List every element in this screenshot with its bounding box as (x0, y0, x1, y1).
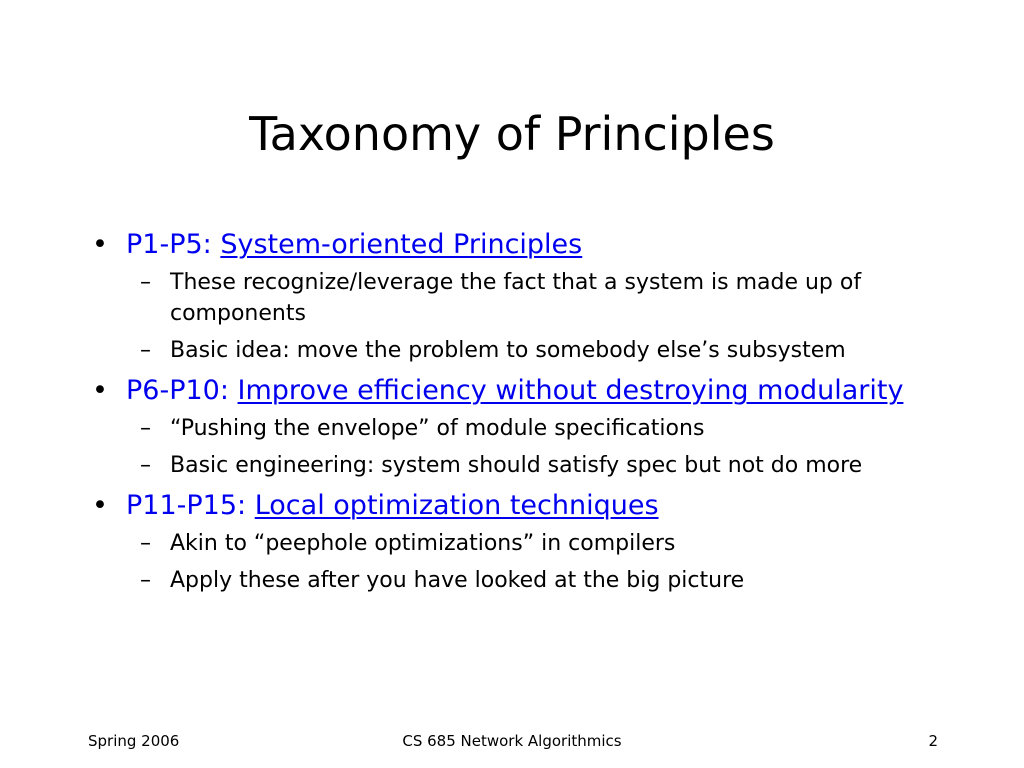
sub-bullet-text: Akin to “peephole optimizations” in compilers (170, 531, 676, 556)
bullet-item (92, 487, 962, 524)
bullet-item (92, 226, 962, 263)
footer-date: Spring 2006 (88, 732, 180, 750)
dash-icon: – (140, 270, 151, 295)
sub-bullet-text: Basic engineering: system should satisfy spec but not do more (170, 453, 863, 478)
slide-body (92, 226, 962, 602)
bullet-label: P6-P10: (126, 375, 229, 406)
sub-bullet-text: “Pushing the envelope” of module specifications (170, 416, 705, 441)
sub-list (92, 413, 962, 481)
sub-list (92, 267, 962, 366)
efficiency-link[interactable]: Improve efficiency without destroying modularity (237, 375, 904, 406)
dash-icon: – (140, 568, 151, 593)
sub-bullet-text: These recognize/leverage the fact that a system is made up of components (170, 270, 862, 326)
bullet-item (92, 372, 962, 409)
slide-title: Taxonomy of Principles (249, 107, 775, 161)
dash-icon: – (140, 416, 151, 441)
footer-course: CS 685 Network Algorithmics (402, 732, 622, 750)
sub-list (92, 528, 962, 596)
bullet-label: P11-P15: (126, 490, 247, 521)
principles-link[interactable]: System-oriented Principles (220, 229, 583, 260)
bullet-dot-icon: • (92, 375, 108, 406)
dash-icon: – (140, 453, 151, 478)
optimization-link[interactable]: Local optimization techniques (254, 490, 659, 521)
bullet-dot-icon: • (92, 490, 108, 521)
sub-bullet-item (92, 335, 962, 366)
dash-icon: – (140, 338, 151, 363)
sub-bullet-text: Basic idea: move the problem to somebody else’s subsystem (170, 338, 846, 363)
sub-bullet-item (92, 267, 962, 329)
sub-bullet-item (92, 413, 962, 444)
sub-bullet-item (92, 565, 962, 596)
footer-page-number: 2 (928, 732, 938, 750)
sub-bullet-item (92, 450, 962, 481)
bullet-label: P1-P5: (126, 229, 212, 260)
dash-icon: – (140, 531, 151, 556)
sub-bullet-item (92, 528, 962, 559)
sub-bullet-text: Apply these after you have looked at the big picture (170, 568, 745, 593)
bullet-dot-icon: • (92, 229, 108, 260)
